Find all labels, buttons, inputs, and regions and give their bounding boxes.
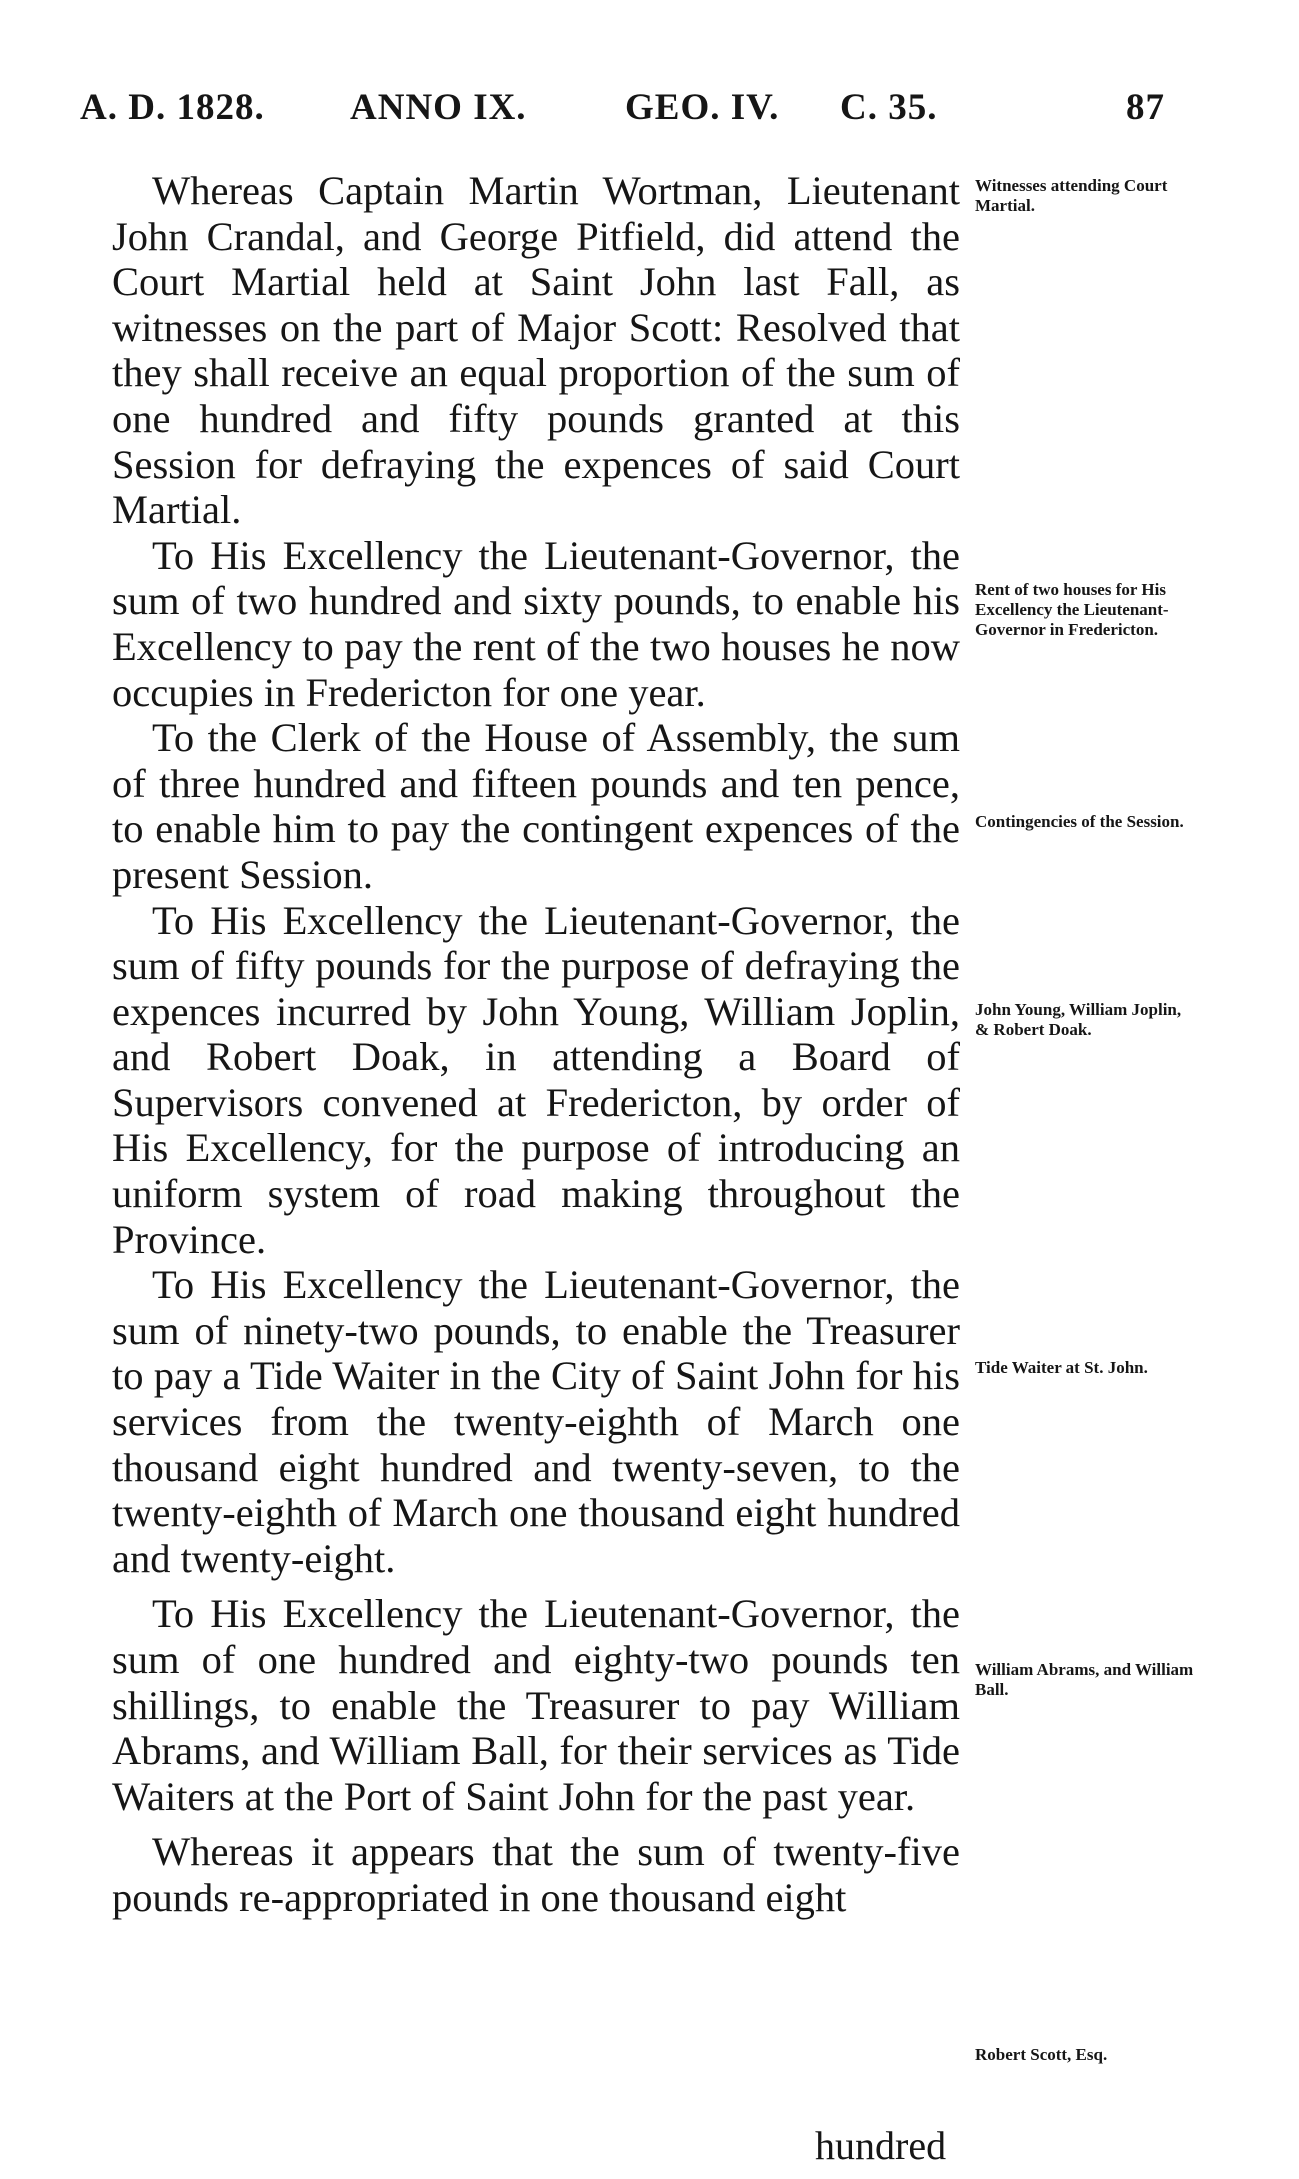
marginal-note-supervisors: John Young, William Joplin, & Robert Doak. [975, 1000, 1182, 1039]
header-regnal-year: ANNO IX. [350, 87, 527, 128]
paragraph-governor-house-rent: To His Excellency the Lieutenant-Governor, the sum of two hundred and sixty pounds, to enable his Excellency to pay the rent of the two houses he now occupies in Fredericton for one year. [112, 532, 960, 715]
marginal-note-contingencies: Contingencies of the Session. [975, 812, 1184, 831]
header-king: GEO. IV. [625, 87, 780, 128]
page-number: 87 [1126, 87, 1165, 128]
paragraph-tide-waiter-city: To His Excellency the Lieutenant-Governor, the sum of ninety-two pounds, to enable the Treasurer to pay a Tide Waiter in the City of Saint John for his services from the twenty-eighth of March one thousand eight hundred and twenty-seven, to the twenty-eighth of March one thousand eight hundred and twenty-eight. [112, 1262, 960, 1581]
marginal-note-abrams-ball: William Abrams, and William Ball. [975, 1660, 1194, 1699]
paragraph-tide-waiters-port: To His Excellency the Lieutenant-Governor, the sum of one hundred and eighty-two pounds ten shillings, to enable the Treasurer to pay William Abrams, and William Ball, for their services as Tide Waiters at the Port of Saint John for the past year. [112, 1591, 960, 1819]
body-text [112, 168, 960, 1921]
paragraph-court-martial-witnesses: Whereas Captain Martin Wortman, Lieutenant John Crandal, and George Pitfield, did attend the Court Martial held at Saint John last Fall, as witnesses on the part of Major Scott: Resolved that they shall receive an equal proportion of the sum of one hundred and fifty pounds granted at this Session for defraying the expences of said Court Martial. [112, 168, 960, 533]
marginal-note-witnesses: Witnesses attending Court Martial. [975, 176, 1168, 215]
marginal-note-rent: Rent of two houses for His Excellency the Lieutenant-Governor in Fredericton. [975, 580, 1169, 639]
paragraph-board-of-supervisors: To His Excellency the Lieutenant-Governor, the sum of fifty pounds for the purpose of defraying the expences incurred by John Young, William Joplin, and Robert Doak, in attending a Board of Supervisors convened at Fredericton, by order of His Excellency, for the purpose of introducing an uniform system of road making throughout the Province. [112, 897, 960, 1262]
paragraph-re-appropriation: Whereas it appears that the sum of twenty-five pounds re-appropriated in one thousand eight [112, 1829, 960, 1920]
marginal-note-robert-scott: Robert Scott, Esq. [975, 2045, 1108, 2064]
header-chapter: C. 35. [840, 87, 938, 128]
header-year: A. D. 1828. [80, 87, 265, 128]
running-head [80, 86, 1165, 136]
marginal-note-tide-waiter: Tide Waiter at St. John. [975, 1358, 1148, 1377]
paragraph-session-contingencies: To the Clerk of the House of Assembly, the sum of three hundred and fifteen pounds and ten pence, to enable him to pay the contingent expences of the present Session. [112, 715, 960, 897]
catchword: hundred [815, 2123, 947, 2168]
